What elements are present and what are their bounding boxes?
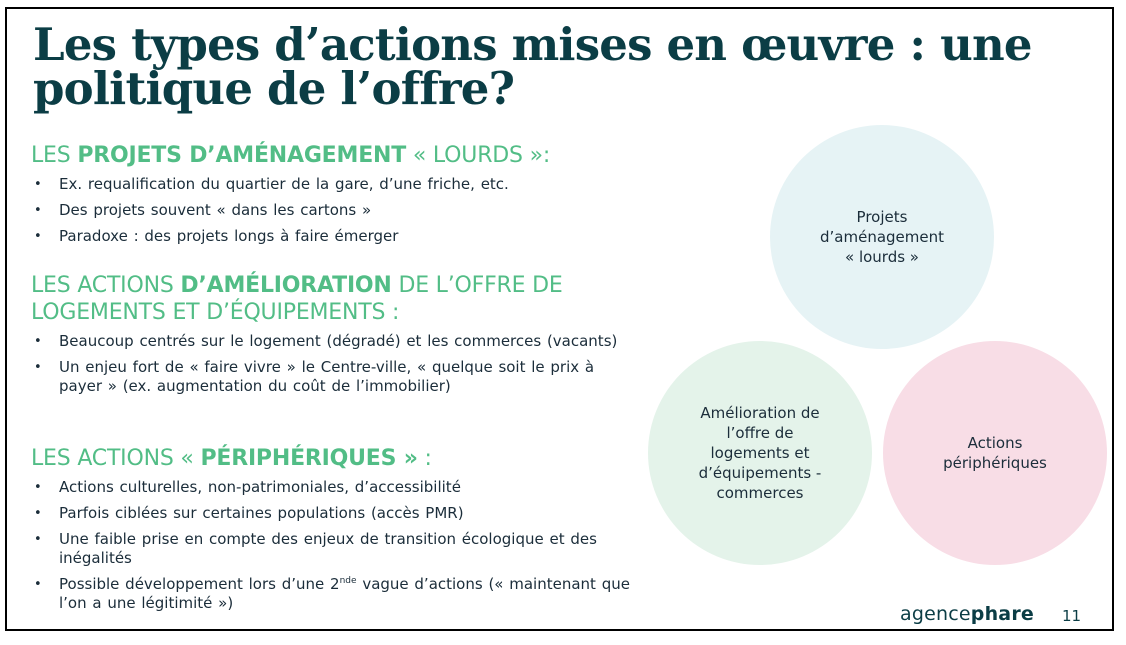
circle-heavy-projects bbox=[770, 125, 994, 349]
section-heading bbox=[31, 272, 621, 326]
bullet-icon: • bbox=[34, 480, 42, 495]
list-item-text: Actions culturelles, non-patrimoniales, d’accessibilité bbox=[59, 478, 461, 496]
list-item bbox=[31, 332, 621, 351]
section-heavy-projects bbox=[31, 142, 651, 253]
bullet-icon: • bbox=[34, 577, 42, 592]
heading-strong: PROJETS D’AMÉNAGEMENT bbox=[77, 143, 407, 168]
heading-suffix: : bbox=[417, 446, 432, 471]
list-item-text: Des projets souvent « dans les cartons » bbox=[59, 201, 372, 219]
circle-label: Projets d’aménagement « lourds » bbox=[820, 208, 944, 266]
list-item-text: Possible développement lors d’une 2 bbox=[59, 575, 340, 593]
list-item-text: Parfois ciblées sur certaines populations (accès PMR) bbox=[59, 504, 464, 522]
bullet-list bbox=[31, 478, 631, 613]
section-heading bbox=[31, 445, 631, 472]
list-item-text: Un enjeu fort de « faire vivre » le Centre-ville, « quelque soit le prix à payer » (ex. augmentation du coût de l’immobilier) bbox=[59, 358, 595, 395]
list-item bbox=[31, 227, 651, 246]
list-item bbox=[31, 478, 631, 497]
heading-prefix: LES bbox=[31, 143, 78, 168]
bullet-icon: • bbox=[34, 532, 42, 547]
slide bbox=[5, 7, 1114, 631]
list-item-text: Beaucoup centrés sur le logement (dégradé) et les commerces (vacants) bbox=[59, 332, 618, 350]
list-item bbox=[31, 530, 631, 568]
circle-improvement bbox=[648, 341, 872, 565]
bullet-icon: • bbox=[34, 506, 42, 521]
title-line-2: politique de l’offre? bbox=[33, 62, 515, 115]
section-improvement-actions bbox=[31, 272, 621, 403]
list-item-text: Paradoxe : des projets longs à faire émerger bbox=[59, 227, 399, 245]
bullet-list bbox=[31, 175, 651, 246]
bullet-icon: • bbox=[34, 229, 42, 244]
circle-label: Actions périphériques bbox=[943, 434, 1047, 472]
list-item-text: Ex. requalification du quartier de la gare, d’une friche, etc. bbox=[59, 175, 509, 193]
bullet-icon: • bbox=[34, 334, 42, 349]
heading-suffix: DE L’OFFRE DE LOGEMENTS ET D’ÉQUIPEMENTS : bbox=[31, 273, 563, 325]
bullet-icon: • bbox=[34, 360, 42, 375]
list-item bbox=[31, 504, 631, 523]
page-number: 11 bbox=[1062, 607, 1082, 625]
agencephare-logo bbox=[900, 603, 1034, 625]
circle-peripheral bbox=[883, 341, 1107, 565]
section-heading bbox=[31, 142, 651, 169]
bullet-icon: • bbox=[34, 203, 42, 218]
list-item bbox=[31, 175, 651, 194]
bullet-icon: • bbox=[34, 177, 42, 192]
ordinal-superscript: nde bbox=[339, 576, 357, 586]
slide-title bbox=[33, 18, 1033, 115]
heading-prefix: LES ACTIONS bbox=[31, 273, 181, 298]
title-line-1: Les types d’actions mises en œuvre : une bbox=[33, 18, 1032, 71]
logo-bold-text: phare bbox=[970, 603, 1034, 625]
heading-strong: PÉRIPHÉRIQUES » bbox=[200, 446, 418, 471]
list-item bbox=[31, 201, 651, 220]
list-item bbox=[31, 575, 631, 613]
heading-prefix: LES ACTIONS « bbox=[31, 446, 201, 471]
list-item bbox=[31, 358, 621, 396]
section-peripheral-actions bbox=[31, 445, 631, 620]
heading-strong: D’AMÉLIORATION bbox=[180, 273, 392, 298]
heading-suffix: « LOURDS »: bbox=[406, 143, 551, 168]
bullet-list bbox=[31, 332, 621, 396]
logo-light-text: agence bbox=[900, 603, 971, 625]
list-item-text-continued: vague d’actions (« maintenant que l’on a une légitimité ») bbox=[59, 575, 630, 612]
list-item-text: Une faible prise en compte des enjeux de transition écologique et des inégalités bbox=[59, 530, 597, 567]
circle-label: Amélioration de l’offre de logements et d’équipements - commerces bbox=[698, 404, 822, 502]
